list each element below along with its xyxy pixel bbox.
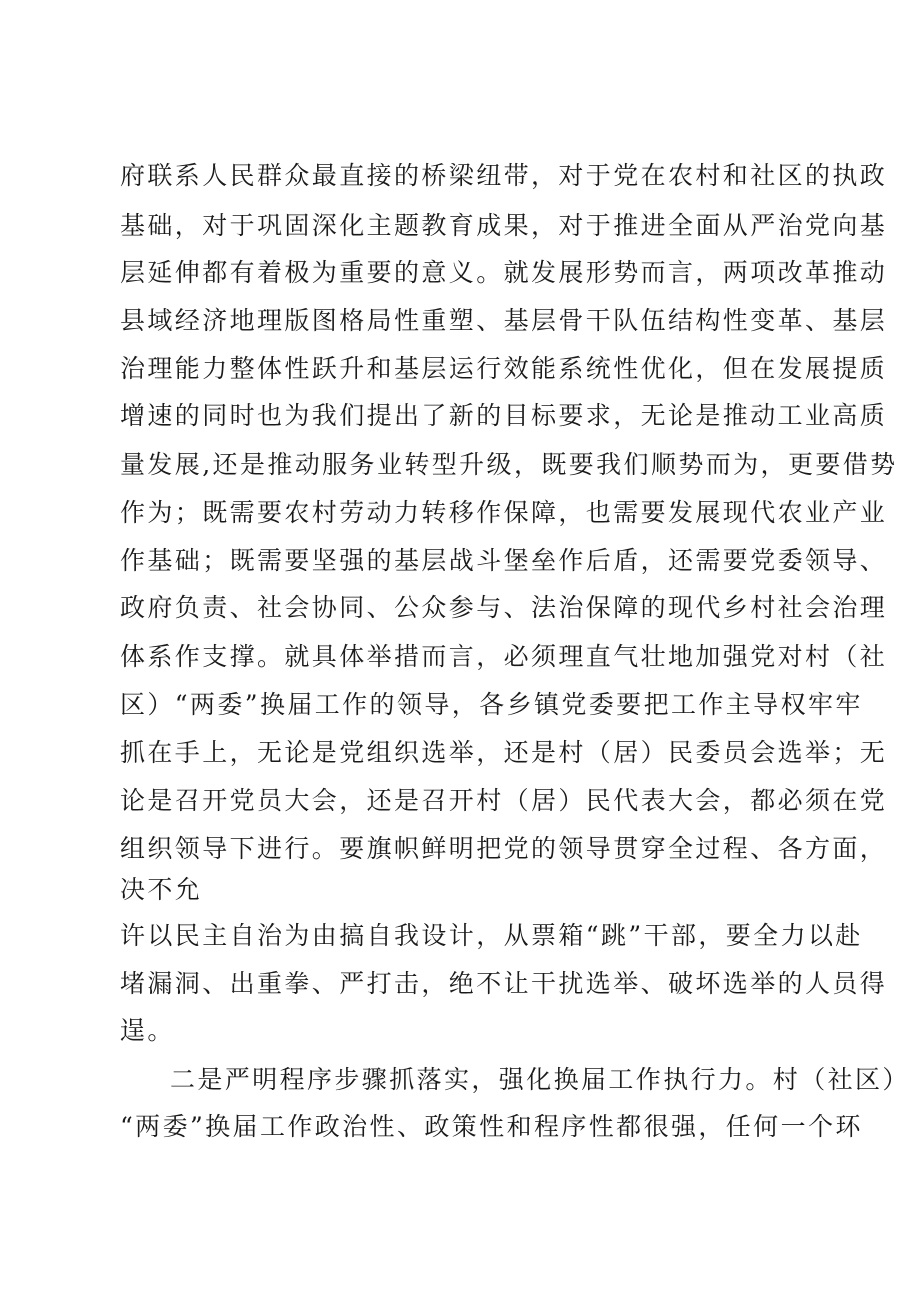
text-line: 增速的同时也为我们提出了新的目标要求，无论是推动工业高质 [120,401,888,430]
text-line: 区）“两委”换届工作的领导，各乡镇党委要把工作主导权牢牢 [120,690,863,719]
text-line: 体系作支撑。就具体举措而言，必须理直气壮地加强党对村（社 [120,642,888,671]
paragraph-first-line: 二是严明程序步骤抓落实，强化换届工作执行力。村（社区） [170,1065,910,1094]
text-line: 许以民主自治为由搞自我设计，从票箱“跳”干部，要全力以赴 [120,921,863,950]
text-line: 县域经济地理版图格局性重塑、基层骨干队伍结构性变革、基层 [120,306,888,335]
text-line: 府联系人民群众最直接的桥梁纽带，对于党在农村和社区的执政 [120,161,888,190]
text-line: “两委”换届工作政治性、政策性和程序性都很强，任何一个环 [120,1112,863,1141]
text-line: 治理能力整体性跃升和基层运行效能系统性优化，但在发展提质 [120,354,888,383]
text-line: 组织领导下进行。要旗帜鲜明把党的领导贯穿全过程、各方面， [120,834,888,863]
text-line: 基础，对于巩固深化主题教育成果，对于推进全面从严治党向基 [120,211,888,240]
text-line: 抓在手上，无论是党组织选举，还是村（居）民委员会选举；无 [120,738,888,767]
text-line: 决不允 [120,875,203,904]
text-line: 逞。 [120,1016,175,1045]
text-line: 量发展,还是推动服务业转型升级，既要我们顺势而为，更要借势 [120,450,898,479]
text-line: 作基础；既需要坚强的基层战斗堡垒作后盾，还需要党委领导、 [120,546,888,575]
text-line: 层延伸都有着极为重要的意义。就发展形势而言，两项改革推动 [120,258,888,287]
text-line: 作为；既需要农村劳动力转移作保障，也需要发展现代农业产业 [120,498,888,527]
text-line: 政府负责、社会协同、公众参与、法治保障的现代乡村社会治理 [120,593,888,622]
text-line: 论是召开党员大会，还是召开村（居）民代表大会，都必须在党 [120,786,888,815]
text-line: 堵漏洞、出重拳、严打击，绝不让干扰选举、破坏选举的人员得 [120,969,888,998]
